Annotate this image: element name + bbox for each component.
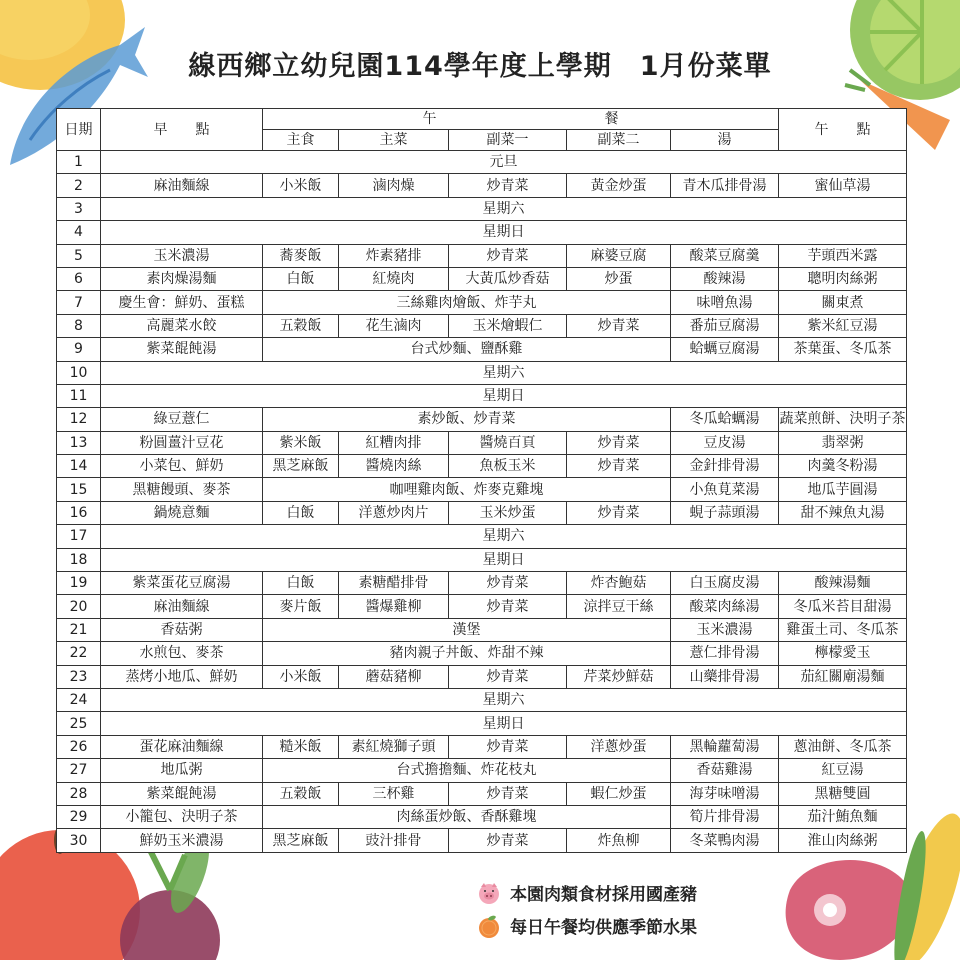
snack-cell: 芋頭西米露 [779,244,907,267]
day-cell: 9 [57,338,101,361]
table-row [57,782,907,805]
side-dish-1-cell: 炒青菜 [449,782,567,805]
main-dish-cell: 醬爆雞柳 [339,595,449,618]
day-cell: 5 [57,244,101,267]
snack-cell: 黑糖雙圓 [779,782,907,805]
soup-cell: 海芽味噌湯 [671,782,779,805]
breakfast-cell: 鍋燒意麵 [101,501,263,524]
soup-cell: 酸菜豆腐羹 [671,244,779,267]
side-dish-1-cell: 炒青菜 [449,572,567,595]
table-row [57,759,907,782]
snack-cell: 翡翠粥 [779,431,907,454]
day-cell: 3 [57,197,101,220]
table-row [57,548,907,571]
breakfast-cell: 紫菜餛飩湯 [101,338,263,361]
snack-cell: 蜜仙草湯 [779,174,907,197]
soup-cell: 黑輪蘿蔔湯 [671,735,779,758]
pig-icon [476,881,502,905]
side-dish-1-cell: 魚板玉米 [449,455,567,478]
day-cell: 6 [57,267,101,290]
full-row-cell: 星期日 [101,384,907,407]
day-cell: 13 [57,431,101,454]
table-row [57,688,907,711]
snack-cell: 肉羹冬粉湯 [779,455,907,478]
table-row [57,735,907,758]
snack-cell: 甜不辣魚丸湯 [779,501,907,524]
staple-cell: 麥片飯 [263,595,339,618]
day-cell: 15 [57,478,101,501]
breakfast-cell: 慶生會：鮮奶、蛋糕 [101,291,263,314]
lunch-combined-cell: 豬肉親子丼飯、炸甜不辣 [263,642,671,665]
day-cell: 1 [57,151,101,174]
day-cell: 7 [57,291,101,314]
day-cell: 11 [57,384,101,407]
header-side1: 副菜一 [449,130,567,151]
lunch-combined-cell: 咖哩雞肉飯、炸麥克雞塊 [263,478,671,501]
day-cell: 27 [57,759,101,782]
table-row [57,478,907,501]
staple-cell: 小米飯 [263,174,339,197]
snack-cell: 冬瓜米苔目甜湯 [779,595,907,618]
soup-cell: 味噌魚湯 [671,291,779,314]
full-row-cell: 星期日 [101,221,907,244]
breakfast-cell: 紫菜蛋花豆腐湯 [101,572,263,595]
table-row [57,174,907,197]
breakfast-cell: 麻油麵線 [101,174,263,197]
table-row [57,244,907,267]
snack-cell: 紅豆湯 [779,759,907,782]
lunch-combined-cell: 漢堡 [263,618,671,641]
side-dish-2-cell: 炒青菜 [567,314,671,337]
table-row [57,595,907,618]
soup-cell: 酸辣湯 [671,267,779,290]
side-dish-1-cell: 大黃瓜炒香菇 [449,267,567,290]
header-main: 主菜 [339,130,449,151]
breakfast-cell: 玉米濃湯 [101,244,263,267]
full-row-cell: 星期日 [101,712,907,735]
soup-cell: 酸菜肉絲湯 [671,595,779,618]
table-row [57,572,907,595]
snack-cell: 蔬菜煎餅、決明子茶 [779,408,907,431]
snack-cell: 紫米紅豆湯 [779,314,907,337]
side-dish-1-cell: 炒青菜 [449,735,567,758]
day-cell: 20 [57,595,101,618]
main-dish-cell: 花生滷肉 [339,314,449,337]
side-dish-2-cell: 涼拌豆干絲 [567,595,671,618]
soup-cell: 豆皮湯 [671,431,779,454]
breakfast-cell: 黑糖饅頭、麥茶 [101,478,263,501]
day-cell: 25 [57,712,101,735]
header-lunch: 午 餐 [263,109,779,130]
lunch-combined-cell: 台式炒麵、鹽酥雞 [263,338,671,361]
day-cell: 23 [57,665,101,688]
breakfast-cell: 蛋花麻油麵線 [101,735,263,758]
breakfast-cell: 素肉燥湯麵 [101,267,263,290]
day-cell: 8 [57,314,101,337]
snack-cell: 地瓜芋圓湯 [779,478,907,501]
side-dish-2-cell: 蝦仁炒蛋 [567,782,671,805]
table-row [57,384,907,407]
full-row-cell: 星期六 [101,688,907,711]
soup-cell: 青木瓜排骨湯 [671,174,779,197]
pork-note [476,880,697,905]
table-row [57,805,907,828]
full-row-cell: 星期六 [101,197,907,220]
soup-cell: 白玉腐皮湯 [671,572,779,595]
snack-cell: 淮山肉絲粥 [779,829,907,852]
table-row [57,501,907,524]
side-dish-2-cell: 炒青菜 [567,501,671,524]
snack-cell: 關東煮 [779,291,907,314]
breakfast-cell: 紫菜餛飩湯 [101,782,263,805]
staple-cell: 白飯 [263,267,339,290]
side-dish-2-cell: 炸魚柳 [567,829,671,852]
main-dish-cell: 素紅燒獅子頭 [339,735,449,758]
table-row [57,618,907,641]
soup-cell: 冬瓜蛤蠣湯 [671,408,779,431]
table-row [57,665,907,688]
day-cell: 29 [57,805,101,828]
day-cell: 24 [57,688,101,711]
side-dish-2-cell: 芹菜炒鮮菇 [567,665,671,688]
table-row [57,267,907,290]
table-row [57,151,907,174]
table-row [57,197,907,220]
pork-note-text: 本園肉類食材採用國產豬 [510,885,697,905]
snack-cell: 蔥油餅、冬瓜茶 [779,735,907,758]
main-dish-cell: 滷肉燥 [339,174,449,197]
breakfast-cell: 粉圓薑汁豆花 [101,431,263,454]
soup-cell: 蜆子蒜頭湯 [671,501,779,524]
main-dish-cell: 醬燒肉絲 [339,455,449,478]
side-dish-1-cell: 炒青菜 [449,595,567,618]
table-row [57,525,907,548]
staple-cell: 小米飯 [263,665,339,688]
breakfast-cell: 小菜包、鮮奶 [101,455,263,478]
menu-body [57,151,907,853]
soup-cell: 小魚莧菜湯 [671,478,779,501]
breakfast-cell: 麻油麵線 [101,595,263,618]
header-breakfast: 早 點 [101,109,263,151]
table-row [57,431,907,454]
main-dish-cell: 紅糟肉排 [339,431,449,454]
full-row-cell: 星期六 [101,361,907,384]
soup-cell: 香菇雞湯 [671,759,779,782]
full-row-cell: 星期日 [101,548,907,571]
table-row [57,455,907,478]
side-dish-2-cell: 炒青菜 [567,455,671,478]
lunch-combined-cell: 肉絲蛋炒飯、香酥雞塊 [263,805,671,828]
lunch-combined-cell: 台式擔擔麵、炸花枝丸 [263,759,671,782]
snack-cell: 茶葉蛋、冬瓜茶 [779,338,907,361]
day-cell: 12 [57,408,101,431]
main-dish-cell: 蘑菇豬柳 [339,665,449,688]
day-cell: 19 [57,572,101,595]
snack-cell: 檸檬愛玉 [779,642,907,665]
main-dish-cell: 洋蔥炒肉片 [339,501,449,524]
side-dish-2-cell: 麻婆豆腐 [567,244,671,267]
table-row [57,712,907,735]
breakfast-cell: 水煎包、麥茶 [101,642,263,665]
main-dish-cell: 炸素豬排 [339,244,449,267]
breakfast-cell: 鮮奶玉米濃湯 [101,829,263,852]
day-cell: 26 [57,735,101,758]
staple-cell: 黑芝麻飯 [263,455,339,478]
orange-icon [476,914,502,938]
full-row-cell: 星期六 [101,525,907,548]
staple-cell: 白飯 [263,501,339,524]
staple-cell: 紫米飯 [263,431,339,454]
header-staple: 主食 [263,130,339,151]
day-cell: 21 [57,618,101,641]
breakfast-cell: 地瓜粥 [101,759,263,782]
day-cell: 18 [57,548,101,571]
main-dish-cell: 素糖醋排骨 [339,572,449,595]
day-cell: 14 [57,455,101,478]
soup-cell: 筍片排骨湯 [671,805,779,828]
snack-cell: 酸辣湯麵 [779,572,907,595]
menu-table [56,108,907,853]
day-cell: 16 [57,501,101,524]
table-row [57,642,907,665]
side-dish-2-cell: 炸杏鮑菇 [567,572,671,595]
day-cell: 30 [57,829,101,852]
fruit-note-text: 每日午餐均供應季節水果 [510,918,697,938]
main-dish-cell: 豉汁排骨 [339,829,449,852]
side-dish-1-cell: 炒青菜 [449,244,567,267]
side-dish-1-cell: 醬燒百頁 [449,431,567,454]
snack-cell: 雞蛋土司、冬瓜茶 [779,618,907,641]
soup-cell: 金針排骨湯 [671,455,779,478]
lunch-combined-cell: 素炒飯、炒青菜 [263,408,671,431]
header-soup: 湯 [671,130,779,151]
lunch-combined-cell: 三絲雞肉燴飯、炸芋丸 [263,291,671,314]
side-dish-1-cell: 炒青菜 [449,829,567,852]
side-dish-1-cell: 玉米炒蛋 [449,501,567,524]
table-row [57,221,907,244]
full-row-cell: 元旦 [101,151,907,174]
soup-cell: 玉米濃湯 [671,618,779,641]
header-side2: 副菜二 [567,130,671,151]
breakfast-cell: 蒸烤小地瓜、鮮奶 [101,665,263,688]
table-row [57,291,907,314]
soup-cell: 蛤蠣豆腐湯 [671,338,779,361]
day-cell: 2 [57,174,101,197]
snack-cell: 茄紅關廟湯麵 [779,665,907,688]
table-row [57,408,907,431]
snack-cell: 茄汁鮪魚麵 [779,805,907,828]
staple-cell: 蕎麥飯 [263,244,339,267]
side-dish-1-cell: 玉米燴蝦仁 [449,314,567,337]
side-dish-2-cell: 炒蛋 [567,267,671,290]
side-dish-1-cell: 炒青菜 [449,665,567,688]
staple-cell: 五穀飯 [263,782,339,805]
header-date: 日期 [57,109,101,151]
side-dish-2-cell: 洋蔥炒蛋 [567,735,671,758]
day-cell: 22 [57,642,101,665]
main-dish-cell: 紅燒肉 [339,267,449,290]
side-dish-1-cell: 炒青菜 [449,174,567,197]
staple-cell: 黑芝麻飯 [263,829,339,852]
breakfast-cell: 小籠包、決明子茶 [101,805,263,828]
header-snack: 午 點 [779,109,907,151]
breakfast-cell: 高麗菜水餃 [101,314,263,337]
day-cell: 17 [57,525,101,548]
snack-cell: 聰明肉絲粥 [779,267,907,290]
soup-cell: 薏仁排骨湯 [671,642,779,665]
staple-cell: 五穀飯 [263,314,339,337]
day-cell: 10 [57,361,101,384]
soup-cell: 冬菜鴨肉湯 [671,829,779,852]
breakfast-cell: 綠豆薏仁 [101,408,263,431]
table-row [57,338,907,361]
main-dish-cell: 三杯雞 [339,782,449,805]
table-row [57,314,907,337]
side-dish-2-cell: 炒青菜 [567,431,671,454]
breakfast-cell: 香菇粥 [101,618,263,641]
day-cell: 4 [57,221,101,244]
table-row [57,361,907,384]
side-dish-2-cell: 黃金炒蛋 [567,174,671,197]
page-title: 線西鄉立幼兒園114學年度上學期 1月份菜單 [188,51,772,82]
soup-cell: 山藥排骨湯 [671,665,779,688]
staple-cell: 糙米飯 [263,735,339,758]
staple-cell: 白飯 [263,572,339,595]
fruit-note [476,913,697,938]
table-row [57,829,907,852]
day-cell: 28 [57,782,101,805]
soup-cell: 番茄豆腐湯 [671,314,779,337]
